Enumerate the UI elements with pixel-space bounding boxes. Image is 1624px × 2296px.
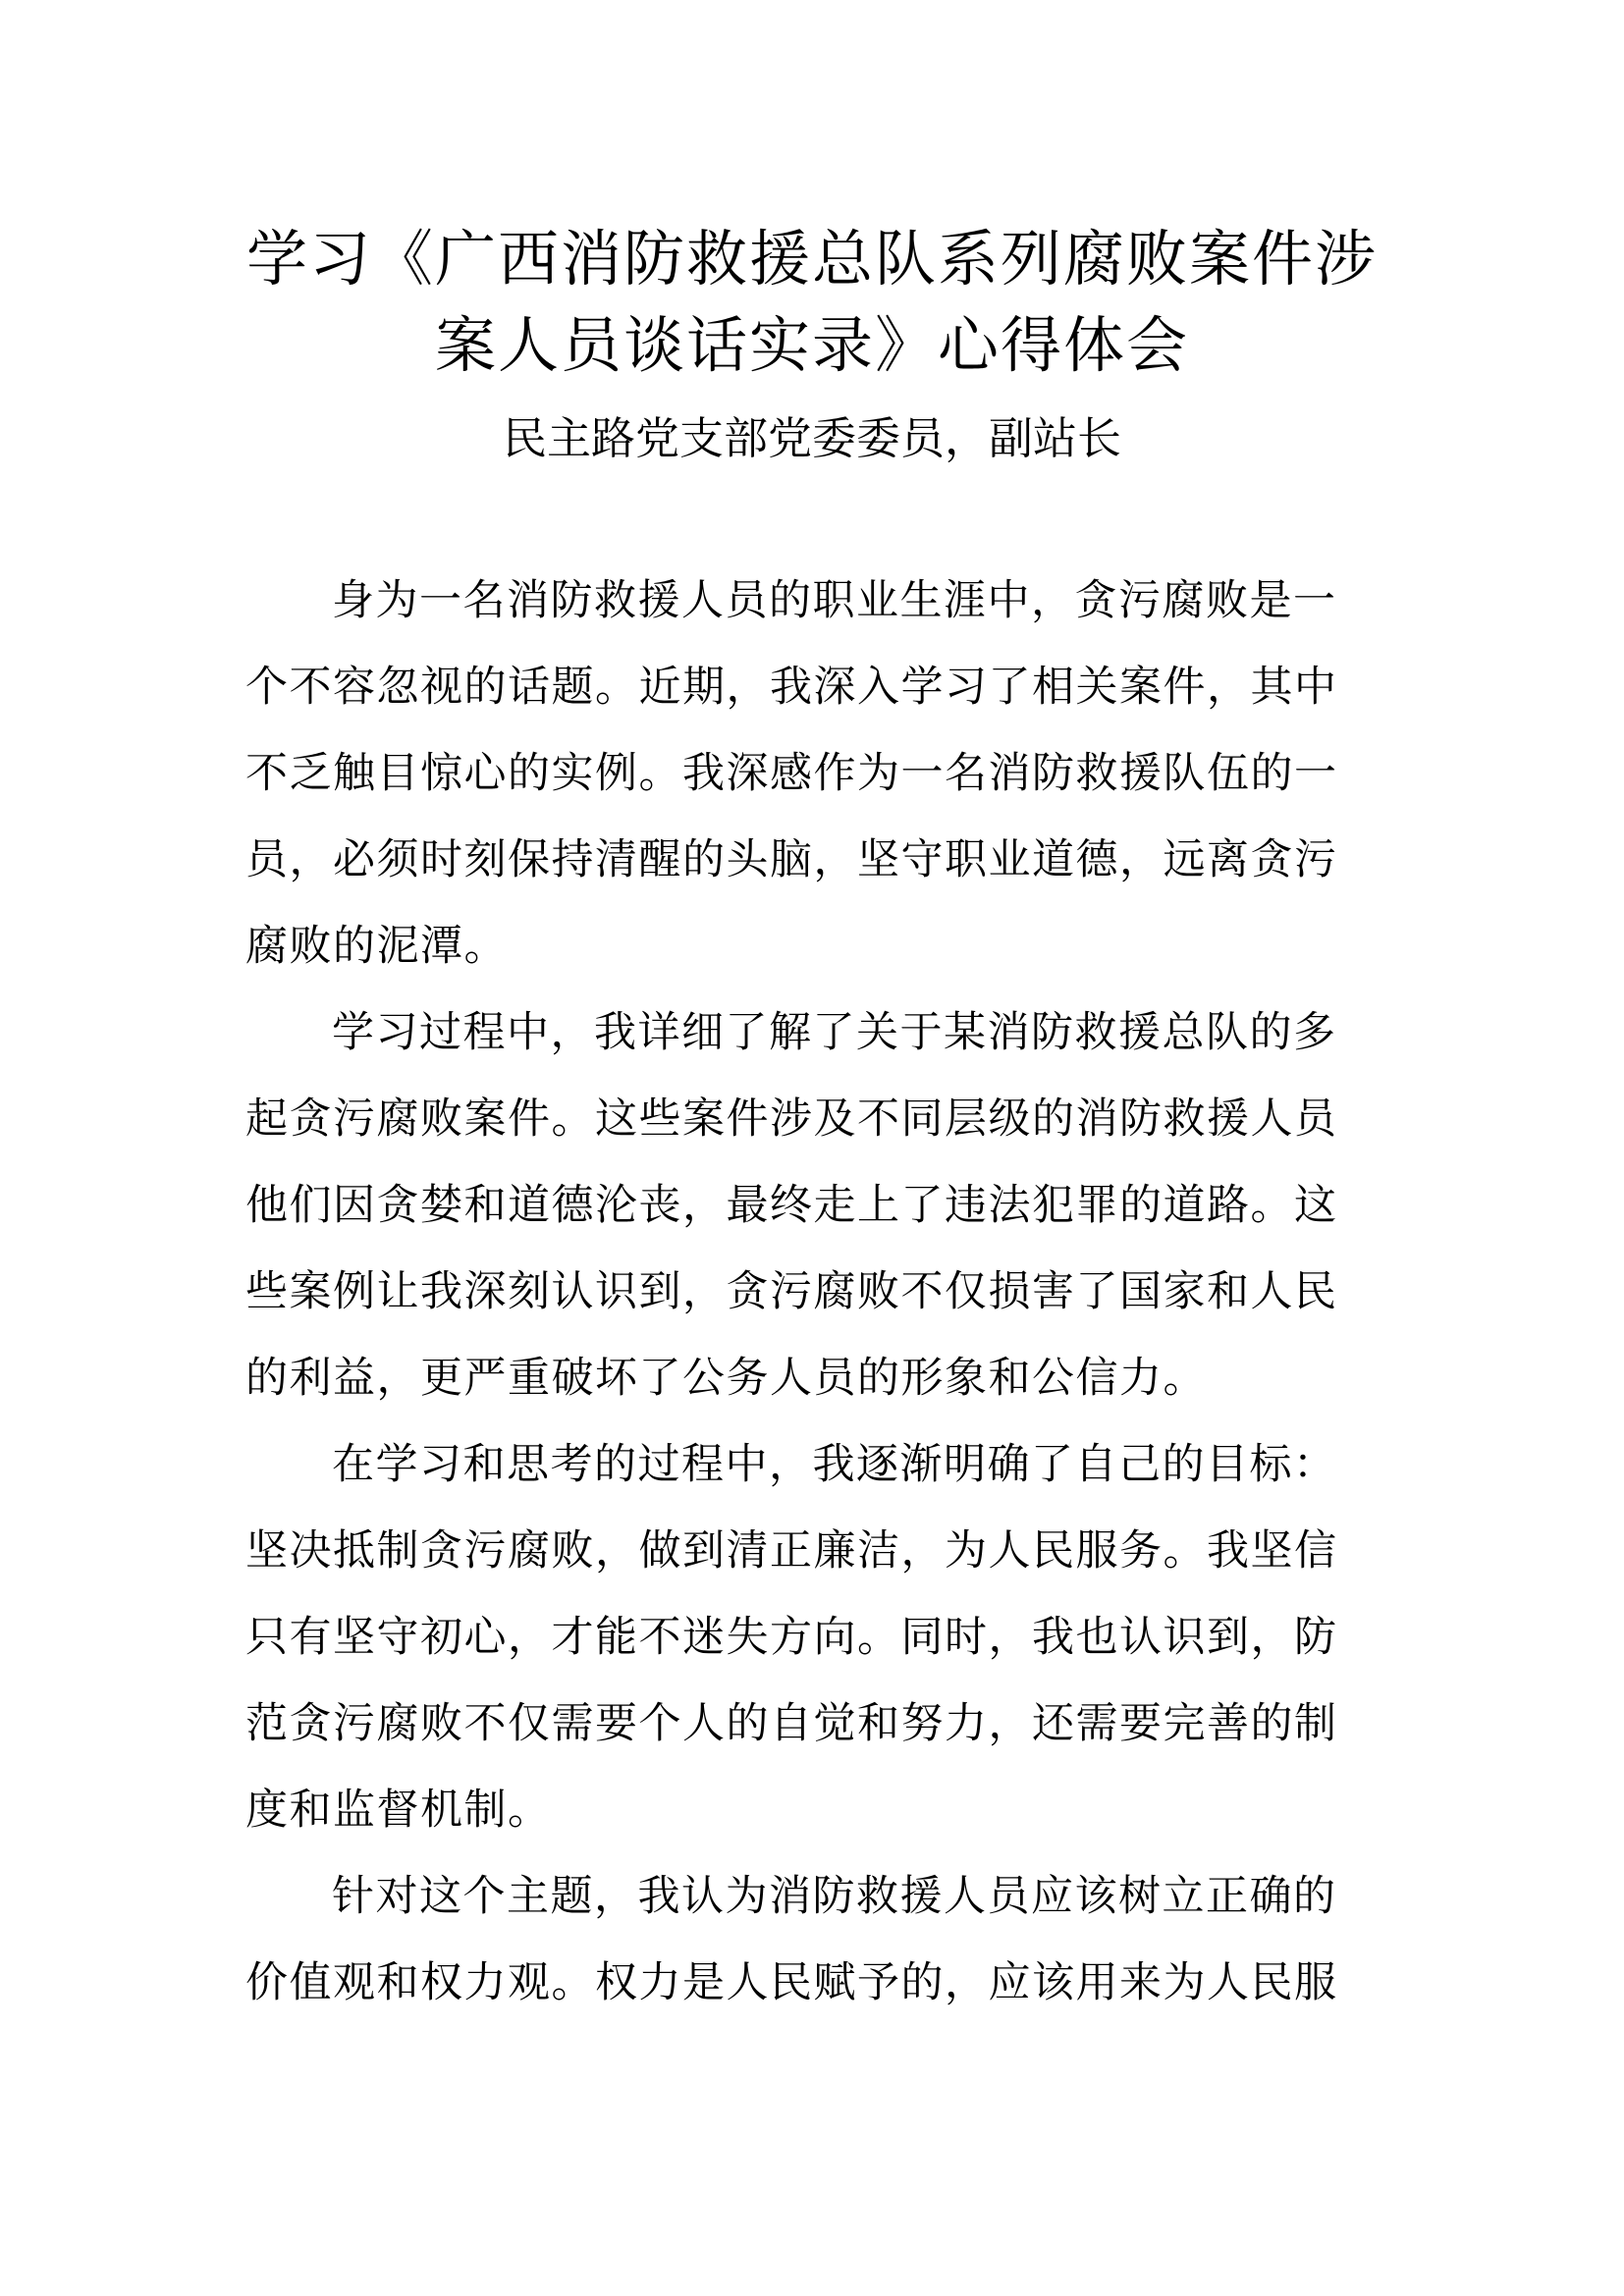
paragraph-line: 针对这个主题，我认为消防救援人员应该树立正确的 xyxy=(332,1872,1337,1921)
paragraph-line: 不乏触目惊心的实例。我深感作为一名消防救援队伍的一 xyxy=(245,749,1338,798)
paragraph-line: 范贪污腐败不仅需要个人的自觉和努力，还需要完善的制 xyxy=(245,1699,1338,1748)
paragraph-line: 在学习和思考的过程中，我逐渐明确了自己的目标： xyxy=(332,1440,1337,1489)
paragraph-line: 身为一名消防救援人员的职业生涯中，贪污腐败是一 xyxy=(332,576,1337,625)
paragraph-1 xyxy=(245,558,1384,989)
paragraph-line: 个不容忽视的话题。近期，我深入学习了相关案件，其中 xyxy=(245,663,1338,712)
document-title-line-1: 学习《广西消防救援总队系列腐败案件涉 xyxy=(245,223,1378,294)
paragraph-line: 坚决抵制贪污腐败，做到清正廉洁，为人民服务。我坚信 xyxy=(245,1526,1338,1575)
document-body xyxy=(245,558,1384,2026)
paragraph-line: 只有坚守初心，才能不迷失方向。同时，我也认识到，防 xyxy=(245,1613,1338,1662)
paragraph-4 xyxy=(245,1853,1384,2026)
paragraph-line: 起贪污腐败案件。这些案件涉及不同层级的消防救援人员 xyxy=(245,1095,1338,1144)
author-subtitle: 民主路党支部党委委员，副站长 xyxy=(502,412,1121,464)
paragraph-2 xyxy=(245,989,1384,1421)
paragraph-3 xyxy=(245,1421,1384,1853)
document-title-line-2: 案人员谈话实录》心得体会 xyxy=(434,309,1189,381)
paragraph-line: 员，必须时刻保持清醒的头脑，坚守职业道德，远离贪污 xyxy=(245,835,1338,884)
paragraph-line: 的利益，更严重破坏了公务人员的形象和公信力。 xyxy=(245,1354,1207,1403)
paragraph-line: 他们因贪婪和道德沦丧，最终走上了违法犯罪的道路。这 xyxy=(245,1181,1338,1230)
paragraph-line: 价值观和权力观。权力是人民赋予的，应该用来为人民服 xyxy=(245,1958,1338,2007)
paragraph-line: 学习过程中，我详细了解了关于某消防救援总队的多 xyxy=(332,1008,1337,1057)
paragraph-line: 腐败的泥潭。 xyxy=(245,922,508,971)
paragraph-line: 些案例让我深刻认识到，贪污腐败不仅损害了国家和人民 xyxy=(245,1267,1338,1316)
paragraph-line: 度和监督机制。 xyxy=(245,1786,552,1835)
